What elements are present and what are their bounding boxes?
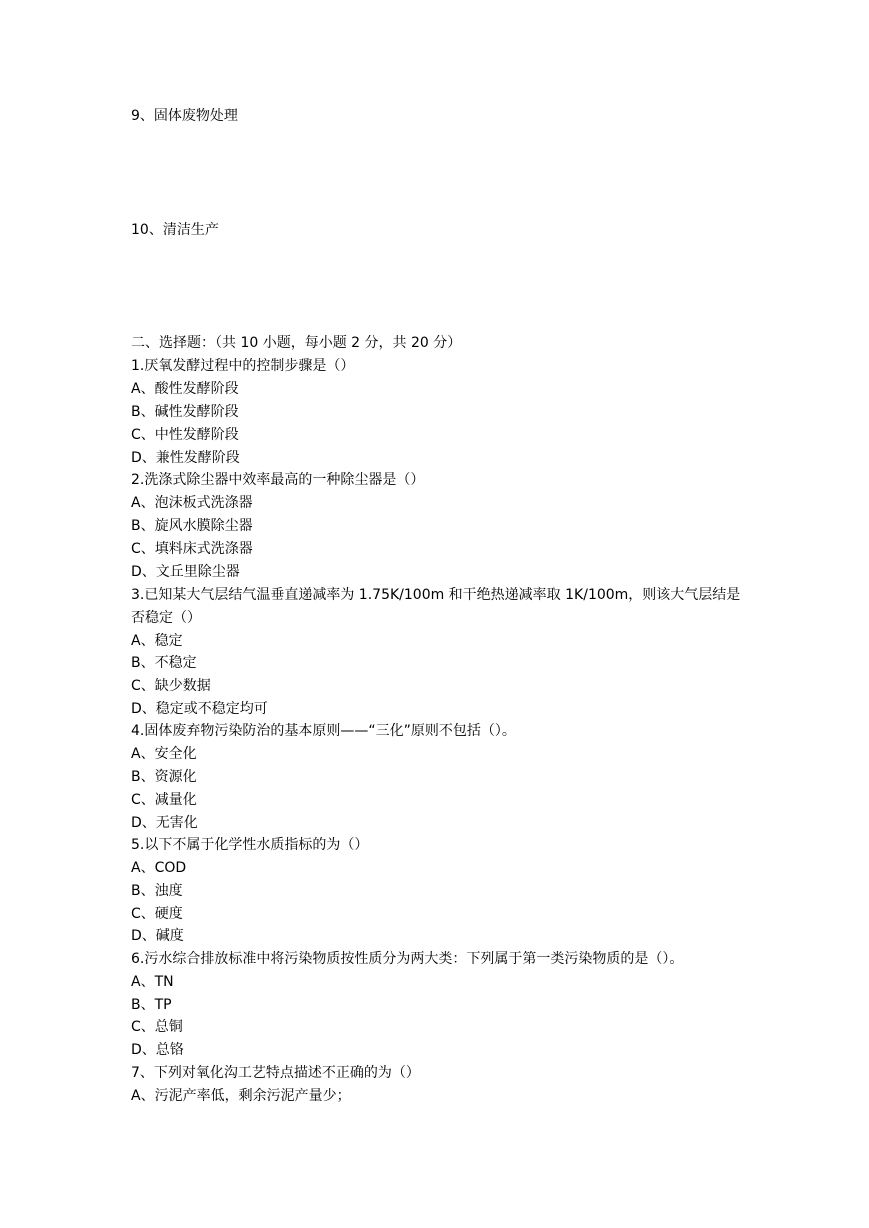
option-item: C、缺少数据 — [131, 678, 211, 694]
option-item: C、中性发酵阶段 — [131, 427, 239, 443]
option-item: D、兼性发酵阶段 — [131, 450, 240, 466]
question-stem: 2.洗涤式除尘器中效率最高的一种除尘器是（） — [131, 472, 425, 488]
option-item: A、稳定 — [131, 633, 183, 649]
option-item: B、TP — [131, 997, 172, 1013]
option-item: A、COD — [131, 860, 187, 876]
option-item: A、安全化 — [131, 746, 197, 762]
option-item: D、总铬 — [131, 1042, 184, 1058]
term-item-10: 10、清洁生产 — [131, 222, 219, 238]
term-item-9: 9、固体废物处理 — [131, 108, 238, 124]
question-stem: 5.以下不属于化学性水质指标的为（） — [131, 837, 369, 853]
question-stem: 4.固体废弃物污染防治的基本原则——“三化”原则不包括（）。 — [131, 723, 516, 739]
option-item: B、旋风水膜除尘器 — [131, 518, 253, 534]
option-item: D、稳定或不稳定均可 — [131, 701, 268, 717]
option-item: A、污泥产率低，剩余污泥产量少； — [131, 1088, 351, 1104]
option-item: C、减量化 — [131, 792, 197, 808]
option-item: D、碱度 — [131, 928, 184, 944]
section-heading: 二、选择题：（共 10 小题，每小题 2 分，共 20 分） — [131, 335, 462, 351]
option-item: B、资源化 — [131, 769, 197, 785]
question-stem: 7、下列对氧化沟工艺特点描述不正确的为（） — [131, 1065, 420, 1081]
option-item: C、填料床式洗涤器 — [131, 541, 253, 557]
option-item: A、泡沫板式洗涤器 — [131, 495, 253, 511]
option-item: B、不稳定 — [131, 655, 197, 671]
option-item: B、碱性发酵阶段 — [131, 404, 239, 420]
option-item: B、浊度 — [131, 883, 183, 899]
option-item: A、TN — [131, 974, 174, 990]
option-item: D、无害化 — [131, 815, 198, 831]
question-stem: 1.厌氧发酵过程中的控制步骤是（） — [131, 358, 355, 374]
option-item: D、文丘里除尘器 — [131, 564, 240, 580]
option-item: C、总铜 — [131, 1019, 183, 1035]
question-stem: 6.污水综合排放标准中将污染物质按性质分为两大类：下列属于第一类污染物质的是（）。 — [131, 951, 684, 967]
option-item: C、硬度 — [131, 906, 183, 922]
option-item: A、酸性发酵阶段 — [131, 381, 239, 397]
question-stem: 3.已知某大气层结气温垂直递减率为 1.75K/100m 和干绝热递减率取 1K/100m，则该大气层结是否稳定（） — [131, 587, 741, 626]
